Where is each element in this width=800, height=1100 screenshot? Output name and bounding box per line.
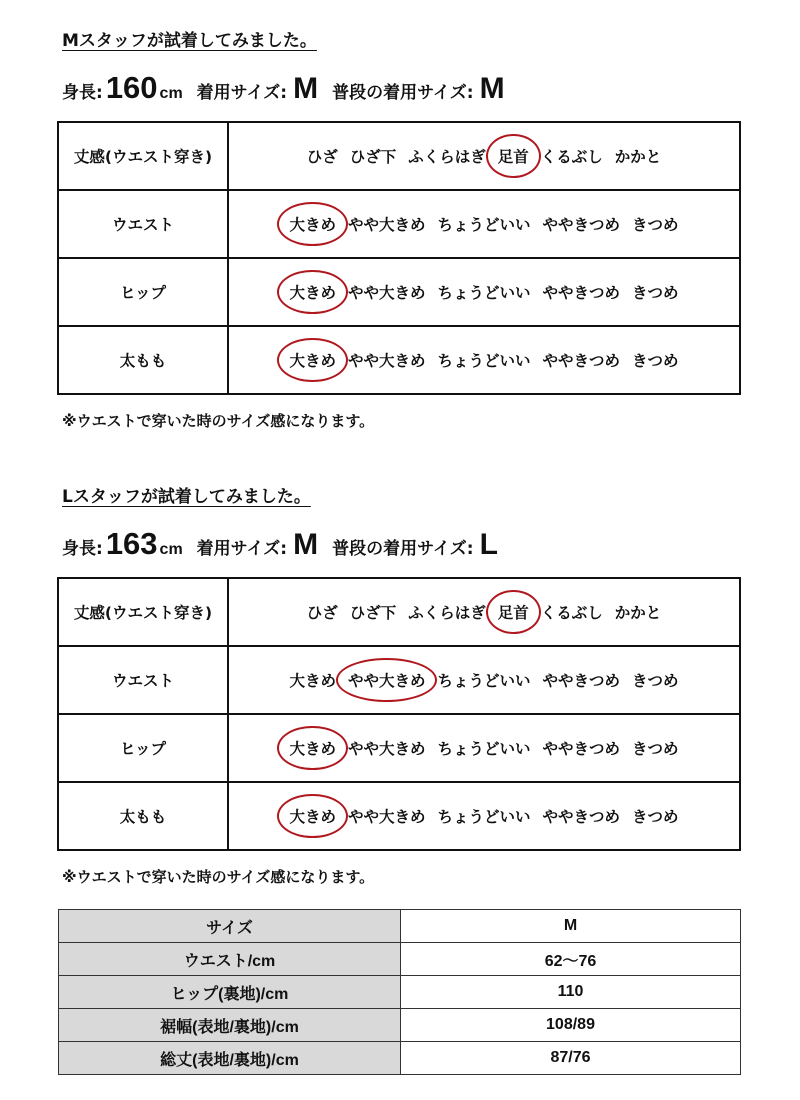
fit-option-selected: 足首 <box>498 145 529 167</box>
fit-row <box>58 782 740 850</box>
staff-metrics <box>62 526 512 562</box>
fit-row <box>58 258 740 326</box>
fit-option: ちょうどいい <box>437 352 531 370</box>
fit-row <box>58 122 740 190</box>
staff-heading: Mスタッフが試着してみました。 <box>62 31 317 51</box>
fit-option: ちょうどいい <box>437 284 531 302</box>
wear-size-value: M <box>293 72 319 105</box>
height-unit: cm <box>159 85 183 102</box>
size-value: 110 <box>401 976 741 1009</box>
fit-option: くるぶし <box>540 604 603 622</box>
fit-option: ひざ <box>306 148 338 166</box>
size-value: 62〜76 <box>401 943 741 976</box>
wear-size-value: M <box>293 528 319 561</box>
fit-options <box>228 258 740 326</box>
fit-option: ちょうどいい <box>437 216 531 234</box>
fit-option: ややきつめ <box>542 740 621 758</box>
fit-option: かかと <box>614 604 662 622</box>
size-value: M <box>401 910 741 943</box>
fit-note: ※ウエストで穿いた時のサイズ感になります。 <box>62 412 375 430</box>
usual-size-value: M <box>479 72 505 105</box>
fit-option-selected: 大きめ <box>289 281 336 303</box>
usual-size-label: 普段の着用サイズ: <box>332 539 474 559</box>
height-value: 163 <box>105 526 158 561</box>
size-key: 裾幅(表地/裏地)/cm <box>59 1009 401 1042</box>
size-row <box>59 1009 741 1042</box>
fit-table <box>57 577 741 851</box>
fit-option: ちょうどいい <box>437 808 531 826</box>
fit-options <box>228 326 740 394</box>
fit-row <box>58 190 740 258</box>
fit-option-selected: 大きめ <box>289 737 336 759</box>
fit-option: ややきつめ <box>542 284 621 302</box>
fit-option-selected: 大きめ <box>289 213 336 235</box>
size-key: ヒップ(裏地)/cm <box>59 976 401 1009</box>
staff-heading: Lスタッフが試着してみました。 <box>62 487 311 507</box>
fit-options <box>228 578 740 646</box>
fit-option: きつめ <box>632 284 679 302</box>
fit-option: ふくらはぎ <box>408 148 486 166</box>
fit-row <box>58 578 740 646</box>
fit-option-selected: 大きめ <box>289 349 336 371</box>
usual-size-value: L <box>479 528 498 561</box>
fit-option: ふくらはぎ <box>408 604 486 622</box>
fit-option: きつめ <box>632 216 679 234</box>
size-row <box>59 976 741 1009</box>
fit-option: ひざ <box>306 604 338 622</box>
fit-row <box>58 326 740 394</box>
fit-option: やや大きめ <box>347 808 426 826</box>
fit-options <box>228 190 740 258</box>
fit-row-label: ウエスト <box>58 646 228 714</box>
fit-option: やや大きめ <box>347 740 426 758</box>
fit-option: やや大きめ <box>347 352 426 370</box>
fit-option: ややきつめ <box>542 352 621 370</box>
fit-option: きつめ <box>632 740 679 758</box>
fit-option: きつめ <box>632 672 679 690</box>
fit-options <box>228 782 740 850</box>
fit-option: ややきつめ <box>542 672 621 690</box>
fit-option: 大きめ <box>289 672 336 690</box>
fit-row-label: 太もも <box>58 782 228 850</box>
fit-option: ややきつめ <box>542 808 621 826</box>
wear-size-label: 着用サイズ: <box>196 539 288 559</box>
fit-row-label: 太もも <box>58 326 228 394</box>
usual-size-label: 普段の着用サイズ: <box>332 83 474 103</box>
size-key: 総丈(表地/裏地)/cm <box>59 1042 401 1075</box>
size-row <box>59 910 741 943</box>
fit-option: ちょうどいい <box>437 740 531 758</box>
fit-option: きつめ <box>632 808 679 826</box>
size-table <box>58 909 741 1075</box>
fit-options <box>228 714 740 782</box>
fit-row-label: ヒップ <box>58 714 228 782</box>
size-value: 108/89 <box>401 1009 741 1042</box>
fit-note: ※ウエストで穿いた時のサイズ感になります。 <box>62 868 375 886</box>
height-label: 身長: <box>62 539 103 559</box>
fit-row-label: ウエスト <box>58 190 228 258</box>
fit-option: きつめ <box>632 352 679 370</box>
fit-row <box>58 714 740 782</box>
fit-option-selected: やや大きめ <box>348 669 426 691</box>
fit-row-label: ヒップ <box>58 258 228 326</box>
fit-option: やや大きめ <box>347 284 426 302</box>
fit-option: かかと <box>614 148 662 166</box>
fit-option: ちょうどいい <box>437 672 531 690</box>
fit-option: ややきつめ <box>542 216 621 234</box>
size-key: サイズ <box>59 910 401 943</box>
height-value: 160 <box>105 70 158 105</box>
fit-options <box>228 122 740 190</box>
fit-option: ひざ下 <box>349 148 397 166</box>
wear-size-label: 着用サイズ: <box>196 83 288 103</box>
fit-options <box>228 646 740 714</box>
fit-row-label: 丈感(ウエスト穿き) <box>58 122 228 190</box>
fit-option: くるぶし <box>540 148 603 166</box>
fit-option: やや大きめ <box>347 216 426 234</box>
fit-row <box>58 646 740 714</box>
size-key: ウエスト/cm <box>59 943 401 976</box>
fit-row-label: 丈感(ウエスト穿き) <box>58 578 228 646</box>
height-unit: cm <box>159 541 183 558</box>
height-label: 身長: <box>62 83 103 103</box>
fit-table <box>57 121 741 395</box>
size-row <box>59 943 741 976</box>
fit-option-selected: 大きめ <box>289 805 336 827</box>
size-row <box>59 1042 741 1075</box>
fit-option: ひざ下 <box>349 604 397 622</box>
fit-option-selected: 足首 <box>498 601 529 623</box>
size-value: 87/76 <box>401 1042 741 1075</box>
staff-metrics <box>62 70 519 106</box>
